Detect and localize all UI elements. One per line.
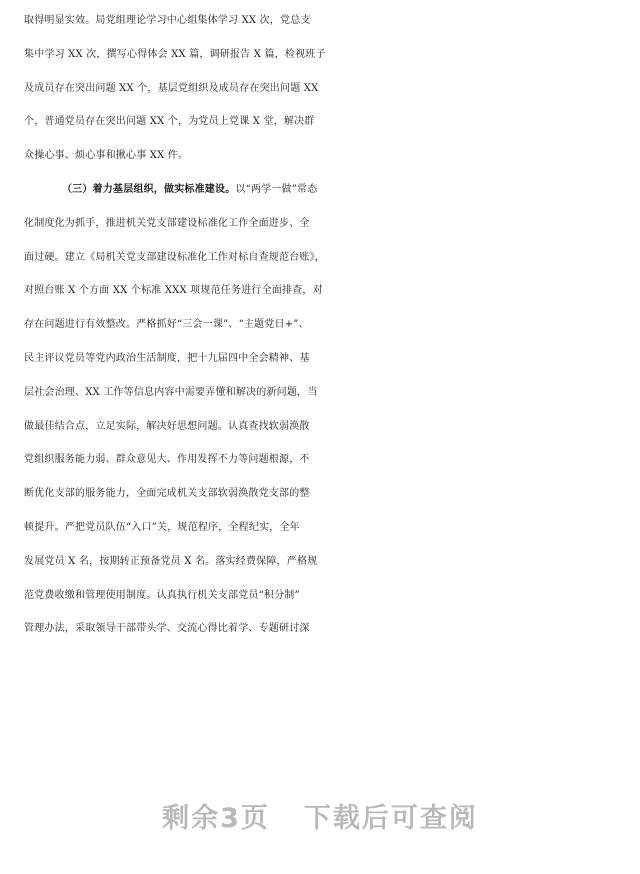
text-line: 存在问题进行有效整改。严格抓好“三会一课”、“主题党日+”、 — [24, 319, 309, 331]
text-line: 众操心事、烦心事和揪心事 XX 件。 — [24, 150, 189, 162]
download-to-view-text: 下载后可查阅 — [303, 803, 478, 834]
text-line: 发展党员 X 名，按期转正预备党员 X 名。落实经费保障，严格规 — [24, 555, 318, 567]
text-line: 及成员存在突出问题 XX 个，基层党组织及成员存在突出问题 XX — [24, 82, 319, 94]
text-line: 个，普通党员存在突出问题 XX 个，为党员上党课 X 堂，解决群 — [24, 116, 315, 128]
text-line: 管理办法，采取领导干部带头学、交流心得比着学、专题研讨深 — [24, 623, 310, 635]
download-prompt[interactable] — [0, 796, 640, 835]
text-line: 范党费收缴和管理使用制度。认真执行机关支部党员“积分制” — [24, 589, 300, 601]
text-line: 党组织服务能力弱、群众意见大、作用发挥不力等问题根源，不 — [24, 454, 310, 466]
text-line: 层社会治理、XX 工作等信息内容中需要弄懂和解决的新问题，当 — [24, 386, 318, 398]
text-line: 取得明显实效。局党组理论学习中心组集体学习 XX 次，党总支 — [24, 15, 311, 26]
text-line: 顿提升。严把党员队伍“入口”关，规范程序，全程纪实，全年 — [24, 521, 300, 533]
text-line: 集中学习 XX 次，撰写心得体会 XX 篇，调研报告 X 篇，检视班子 — [24, 48, 326, 60]
text-line: 化制度化为抓手，推进机关党支部建设标准化工作全面进步、全 — [24, 217, 310, 229]
remaining-pages-text: 剩余3页 — [162, 803, 270, 834]
text-line: 做最佳结合点，立足实际，解决好思想问题。认真查找软弱涣散 — [24, 420, 310, 432]
document-body — [24, 4, 624, 646]
section-heading-line — [24, 173, 624, 207]
text-line: 面过硬。建立《局机关党支部建设标准化工作对标自查规范台账》， — [24, 251, 325, 263]
heading-line-text: 以“两学一做”常态 — [235, 183, 318, 195]
text-line: 民主评议党员等党内政治生活制度，把十九届四中全会精神、基 — [24, 352, 310, 364]
text-line: 断优化支部的服务能力，全面完成机关支部软弱涣散党支部的整 — [24, 488, 310, 500]
section-heading: （三）着力基层组织，做实标准建设。 — [62, 183, 236, 195]
text-line: 对照台账 X 个方面 XX 个标准 XXX 项规范任务进行全面排查，对 — [24, 285, 323, 297]
